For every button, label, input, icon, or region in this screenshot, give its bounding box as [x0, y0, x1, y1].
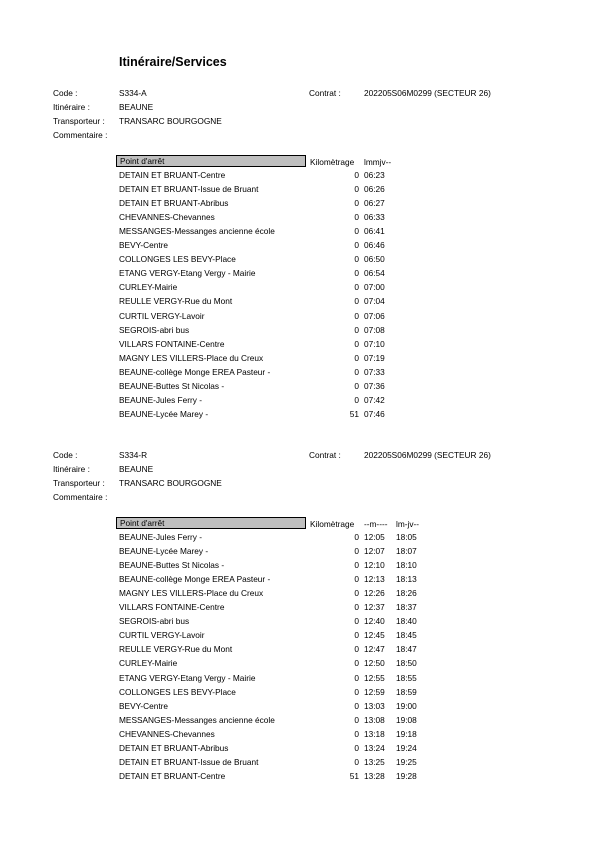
time-2: 19:25 [396, 756, 417, 767]
stop-name: DETAIN ET BRUANT-Issue de Bruant [119, 184, 259, 195]
time-2: 18:07 [396, 546, 417, 557]
time-2: 19:18 [396, 728, 417, 739]
time-1: 06:27 [364, 198, 385, 209]
time-1: 12:13 [364, 574, 385, 585]
table-row [0, 198, 595, 212]
kilometrage: 0 [354, 282, 359, 293]
time-1: 12:45 [364, 630, 385, 641]
time-2: 18:59 [396, 686, 417, 697]
stop-name: CHEVANNES-Chevannes [119, 728, 215, 739]
table-row [0, 282, 595, 296]
time-1: 12:50 [364, 658, 385, 669]
stop-name: BEAUNE-Lycée Marey - [119, 546, 209, 557]
table-row [0, 658, 595, 672]
time-1: 12:26 [364, 588, 385, 599]
stop-name: REULLE VERGY-Rue du Mont [119, 296, 233, 307]
kilometrage: 0 [354, 588, 359, 599]
itineraire-label: Itinéraire : [53, 102, 90, 112]
kilometrage: 0 [354, 686, 359, 697]
kilometrage: 0 [354, 394, 359, 405]
time-1: 13:08 [364, 714, 385, 725]
time-2: 18:50 [396, 658, 417, 669]
table-row [0, 268, 595, 282]
kilometrage: 0 [354, 366, 359, 377]
kilometrage: 0 [354, 324, 359, 335]
time-1: 12:40 [364, 616, 385, 627]
time-1: 13:18 [364, 728, 385, 739]
column-header-km: Kilomètrage [310, 519, 355, 529]
table-row [0, 170, 595, 184]
table-row [0, 240, 595, 254]
time-1: 06:54 [364, 268, 385, 279]
kilometrage: 0 [354, 268, 359, 279]
kilometrage: 0 [354, 700, 359, 711]
stop-name: CURLEY-Mairie [119, 282, 178, 293]
time-2: 18:47 [396, 644, 417, 655]
column-header-m: --m---- [364, 519, 388, 529]
stop-name: BEAUNE-Lycée Marey - [119, 408, 209, 419]
table-row [0, 644, 595, 658]
table-row [0, 560, 595, 574]
kilometrage: 0 [354, 240, 359, 251]
table-row [0, 616, 595, 630]
time-1: 12:37 [364, 602, 385, 613]
transporteur-label: Transporteur : [53, 116, 105, 126]
kilometrage: 0 [354, 644, 359, 655]
code-label: Code : [53, 450, 78, 460]
kilometrage: 0 [354, 184, 359, 195]
page-title: Itinéraire/Services [119, 55, 227, 69]
time-1: 06:50 [364, 254, 385, 265]
kilometrage: 0 [354, 672, 359, 683]
time-1: 06:26 [364, 184, 385, 195]
table-row [0, 729, 595, 743]
time-2: 18:55 [396, 672, 417, 683]
time-1: 06:23 [364, 170, 385, 180]
kilometrage: 0 [354, 198, 359, 209]
stop-name: BEAUNE-Buttes St Nicolas - [119, 380, 225, 391]
stop-name: MAGNY LES VILLERS-Place du Creux [119, 352, 264, 363]
kilometrage: 0 [354, 254, 359, 265]
kilometrage: 0 [354, 226, 359, 237]
table-row [0, 381, 595, 395]
time-1: 12:10 [364, 560, 385, 571]
code-value: S334-R [119, 450, 148, 460]
stop-name: VILLARS FONTAINE-Centre [119, 602, 225, 613]
stop-name: MESSANGES-Messanges ancienne école [119, 226, 275, 237]
table-row [0, 771, 595, 785]
kilometrage: 0 [354, 756, 359, 767]
time-2: 19:28 [396, 770, 417, 781]
transporteur-value: TRANSARC BOURGOGNE [119, 478, 222, 488]
column-header-km: Kilomètrage [310, 157, 355, 167]
kilometrage: 0 [354, 728, 359, 739]
stop-name: CHEVANNES-Chevannes [119, 212, 215, 223]
code-value: S334-A [119, 88, 147, 98]
time-1: 07:46 [364, 408, 385, 419]
time-1: 07:42 [364, 394, 385, 405]
time-1: 06:46 [364, 240, 385, 251]
column-header-stop: Point d'arrêt [116, 517, 306, 529]
kilometrage: 0 [354, 352, 359, 363]
time-2: 18:45 [396, 630, 417, 641]
table-row [0, 367, 595, 381]
stop-name: VILLARS FONTAINE-Centre [119, 338, 225, 349]
stop-name: SEGROIS-abri bus [119, 324, 190, 335]
time-2: 19:00 [396, 700, 417, 711]
stop-name: ETANG VERGY-Etang Vergy - Mairie [119, 672, 256, 683]
table-row [0, 339, 595, 353]
kilometrage: 0 [354, 212, 359, 223]
time-2: 19:08 [396, 714, 417, 725]
table-row [0, 630, 595, 644]
table-row [0, 395, 595, 409]
time-1: 07:08 [364, 324, 385, 335]
stop-name: COLLONGES LES BEVY-Place [119, 686, 236, 697]
kilometrage: 0 [354, 310, 359, 321]
time-1: 07:19 [364, 352, 385, 363]
stop-name: CURLEY-Mairie [119, 658, 178, 669]
time-2: 18:37 [396, 602, 417, 613]
table-row [0, 546, 595, 560]
table-row [0, 532, 595, 546]
itineraire-value: BEAUNE [119, 464, 154, 474]
stop-name: MESSANGES-Messanges ancienne école [119, 714, 275, 725]
time-1: 12:55 [364, 672, 385, 683]
table-row [0, 715, 595, 729]
stop-name: DETAIN ET BRUANT-Issue de Bruant [119, 756, 259, 767]
stop-name: COLLONGES LES BEVY-Place [119, 254, 236, 265]
table-row [0, 588, 595, 602]
commentaire-label: Commentaire : [53, 492, 108, 502]
time-2: 18:13 [396, 574, 417, 585]
table-row [0, 325, 595, 339]
contrat-value: 202205S06M0299 (SECTEUR 26) [364, 88, 491, 98]
time-1: 07:00 [364, 282, 385, 293]
stop-name: DETAIN ET BRUANT-Abribus [119, 742, 229, 753]
time-1: 06:33 [364, 212, 385, 223]
time-1: 13:28 [364, 770, 385, 781]
table-row [0, 353, 595, 367]
kilometrage: 0 [354, 170, 359, 180]
kilometrage: 0 [354, 602, 359, 613]
stop-name: BEAUNE-Jules Ferry - [119, 532, 202, 542]
transporteur-value: TRANSARC BOURGOGNE [119, 116, 222, 126]
time-1: 12:59 [364, 686, 385, 697]
stop-name: BEAUNE-collège Monge EREA Pasteur - [119, 574, 271, 585]
itineraire-value: BEAUNE [119, 102, 154, 112]
table-row [0, 701, 595, 715]
table-row [0, 409, 595, 423]
contrat-label: Contrat : [309, 450, 341, 460]
column-header-lmjv: lm-jv-- [396, 519, 420, 529]
kilometrage: 0 [354, 630, 359, 641]
kilometrage: 51 [349, 770, 359, 781]
time-1: 06:41 [364, 226, 385, 237]
table-row [0, 673, 595, 687]
table-row [0, 226, 595, 240]
stop-name: BEAUNE-collège Monge EREA Pasteur - [119, 366, 271, 377]
itineraire-label: Itinéraire : [53, 464, 90, 474]
stop-name: SEGROIS-abri bus [119, 616, 190, 627]
time-1: 07:06 [364, 310, 385, 321]
stop-name: BEAUNE-Jules Ferry - [119, 394, 202, 405]
kilometrage: 0 [354, 714, 359, 725]
stop-name: CURTIL VERGY-Lavoir [119, 310, 205, 321]
table-row [0, 687, 595, 701]
table-row [0, 212, 595, 226]
time-2: 19:24 [396, 742, 417, 753]
stop-name: CURTIL VERGY-Lavoir [119, 630, 205, 641]
table-row [0, 296, 595, 310]
table-row [0, 254, 595, 268]
kilometrage: 0 [354, 742, 359, 753]
stop-name: DETAIN ET BRUANT-Abribus [119, 198, 229, 209]
kilometrage: 0 [354, 380, 359, 391]
time-1: 07:04 [364, 296, 385, 307]
kilometrage: 0 [354, 338, 359, 349]
time-1: 13:25 [364, 756, 385, 767]
stop-name: BEAUNE-Buttes St Nicolas - [119, 560, 225, 571]
stop-name: BEVY-Centre [119, 240, 169, 251]
time-2: 18:40 [396, 616, 417, 627]
transporteur-label: Transporteur : [53, 478, 105, 488]
column-header-days: lmmjv-- [364, 157, 392, 167]
stop-name: BEVY-Centre [119, 700, 169, 711]
table-row [0, 743, 595, 757]
time-2: 18:10 [396, 560, 417, 571]
kilometrage: 0 [354, 532, 359, 542]
table-row [0, 311, 595, 325]
time-1: 13:03 [364, 700, 385, 711]
contrat-label: Contrat : [309, 88, 341, 98]
time-1: 07:33 [364, 366, 385, 377]
commentaire-label: Commentaire : [53, 130, 108, 140]
stop-name: REULLE VERGY-Rue du Mont [119, 644, 233, 655]
table-row [0, 757, 595, 771]
time-1: 13:24 [364, 742, 385, 753]
stop-name: DETAIN ET BRUANT-Centre [119, 770, 226, 781]
time-1: 12:47 [364, 644, 385, 655]
code-label: Code : [53, 88, 78, 98]
time-1: 12:07 [364, 546, 385, 557]
contrat-value: 202205S06M0299 (SECTEUR 26) [364, 450, 491, 460]
stop-name: ETANG VERGY-Etang Vergy - Mairie [119, 268, 256, 279]
kilometrage: 0 [354, 560, 359, 571]
time-2: 18:26 [396, 588, 417, 599]
time-1: 07:10 [364, 338, 385, 349]
kilometrage: 0 [354, 574, 359, 585]
time-1: 07:36 [364, 380, 385, 391]
kilometrage: 0 [354, 546, 359, 557]
time-2: 18:05 [396, 532, 417, 542]
kilometrage: 0 [354, 296, 359, 307]
time-1: 12:05 [364, 532, 385, 542]
kilometrage: 51 [349, 408, 359, 419]
table-row [0, 574, 595, 588]
stop-name: MAGNY LES VILLERS-Place du Creux [119, 588, 264, 599]
table-row [0, 602, 595, 616]
column-header-stop: Point d'arrêt [116, 155, 306, 167]
kilometrage: 0 [354, 658, 359, 669]
kilometrage: 0 [354, 616, 359, 627]
stop-name: DETAIN ET BRUANT-Centre [119, 170, 226, 180]
table-row [0, 184, 595, 198]
